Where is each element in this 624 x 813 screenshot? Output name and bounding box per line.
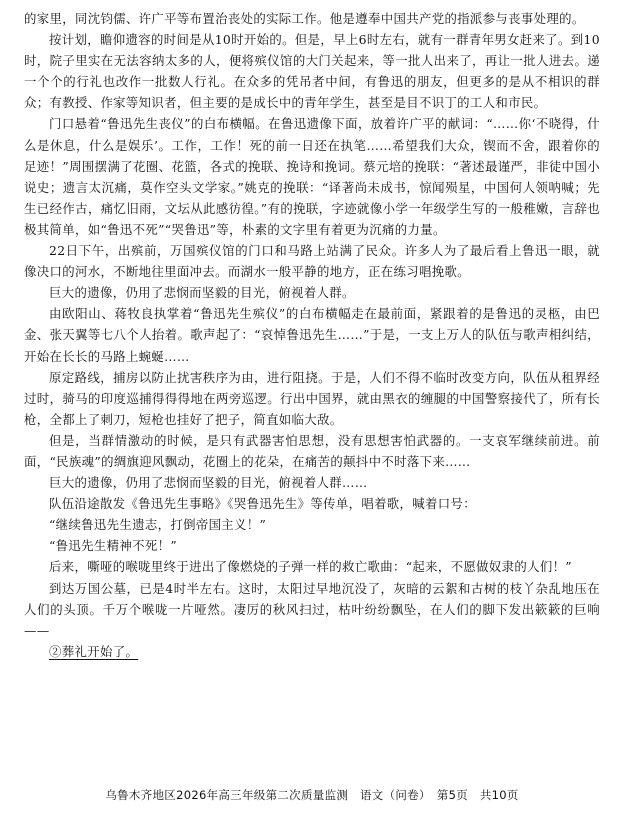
paragraph-continuation: 的家里，同沈钧儒、许广平等布置治丧处的实际工作。他是遵奉中国共产党的指派参与丧事处理的。 [24, 11, 585, 26]
paragraph-slogan-1: “继续鲁迅先生遗志，打倒帝国主义！” [49, 517, 267, 533]
page-footer: 乌鲁木齐地区2026年高三年级第二次质量监测 语文（问卷） 第5页 共10页 [105, 788, 519, 802]
paragraph-route-obstruction: 原定路线，捕房以防止扰害秩序为由，进行阻挠。于是，人们不得不临时改变方向，队伍从租界经过时，骑马的印度巡捕得得得地在两旁巡逻。行出中国界，就由黑衣的缠腿的中国警察接代了，所有长枪，全都上了刺刀，短枪也挂好了把子，简直如临大敌。 [24, 369, 600, 427]
paragraph-portrait-1: 巨大的遗像，仍用了悲悯而坚毅的目光，俯视着人群。 [49, 285, 355, 301]
paragraph-final [24, 641, 600, 662]
paragraph-song: 后来，嘶哑的喉咙里终于进出了像燃烧的子弹一样的救亡歌曲：“起来，不愿做奴隶的人们！” [49, 559, 572, 575]
paragraph-crowd-gathering: 22日下午，出殡前，万国殡仪馆的门口和马路上站满了民众。许多人为了最后看上鲁迅一眼，就像决口的河水，不断地往里面冲去。而湖水一般平静的地方，正在练习唱挽歌。 [24, 243, 600, 280]
paragraph-portrait-2: 巨大的遗像，仍用了悲悯而坚毅的目光，俯视着人群…… [49, 475, 368, 491]
paragraph-procession-start: 由欧阳山、蒋牧良执掌着“鲁迅先生殡仪”的白布横幅走在最前面，紧跟着的是鲁迅的灵柩，由巴金、张天翼等七八个人抬着。歌声起了：“哀悼鲁迅先生……”于是，一支上万人的队伍与歌声相纠结，开始在长长的马路上蜿蜒…… [24, 306, 600, 364]
paragraph-funeral-banner: 门口悬着“鲁迅先生丧仪”的白布横幅。在鲁迅遗像下面，放着许广平的献词：“……你‘不晓得，什么是休息，什么是娱乐’。工作，工作！死的前一日还在执笔……希望我们大众，锲而不舍，跟着你的足迹！”周围摆满了花圈、花篮，各式的挽联、挽诗和挽词。蔡元培的挽联：“著述最谨严，非徒中国小说史；遗言太沉痛，莫作空头文学家。”姚克的挽联：“译著尚未成书，惊闻殒星，中国何人领呐喊；先生已经作古，痛忆旧雨，文坛从此感彷徨。”有的挽联，字迹就像小学一年级学生写的一般稚嫩，言辞也极其简单，如“鲁迅不死”“哭鲁迅”等，朴素的文字里有着更为沉痛的力量。 [24, 116, 600, 237]
paragraph-viewing-schedule: 按计划，瞻仰遗容的时间是从10时开始的。但是，早上6时左右，就有一群青年男女赶来了。到10时，院子里实在无法容纳太多的人，便将殡仪馆的大门关起来，等一批人出来了，再让一批人进去。递一个个的行礼也改作一批数人行礼。在众多的凭吊者中间，有鲁迅的朋友，但更多的是从不相识的群众；有教授、作家等知识者，但主要的是成长中的青年学生，甚至是目不识丁的工人和市民。 [24, 32, 600, 111]
paragraph-slogan-2: “鲁迅先生精神不死！” [49, 538, 178, 554]
final-line: ②葬礼开始了。 [49, 643, 139, 659]
paragraph-leaflets: 队伍沿途散发《鲁迅先生事略》《哭鲁迅先生》等传单，唱着歌，喊着口号： [49, 496, 476, 512]
paragraph-cemetery-arrival: 到达万国公墓，已是4时半左右。这时，太阳过早地沉没了，灰暗的云絮和古树的枝丫杂乱地压在人们的头顶。千万个喉咙一片哑然。凄厉的秋风扫过，枯叶纷纷飘坠，在人们的脚下发出簌簌的巨响—— [24, 580, 600, 638]
paragraph-mourning-army: 但是，当群情激动的时候，是只有武器害怕思想，没有思想害怕武器的。一支哀军继续前进。前面，“民族魂”的绸旗迎风飘动，花圈上的花朵，在痛苦的颠抖中不时落下来…… [24, 432, 600, 469]
